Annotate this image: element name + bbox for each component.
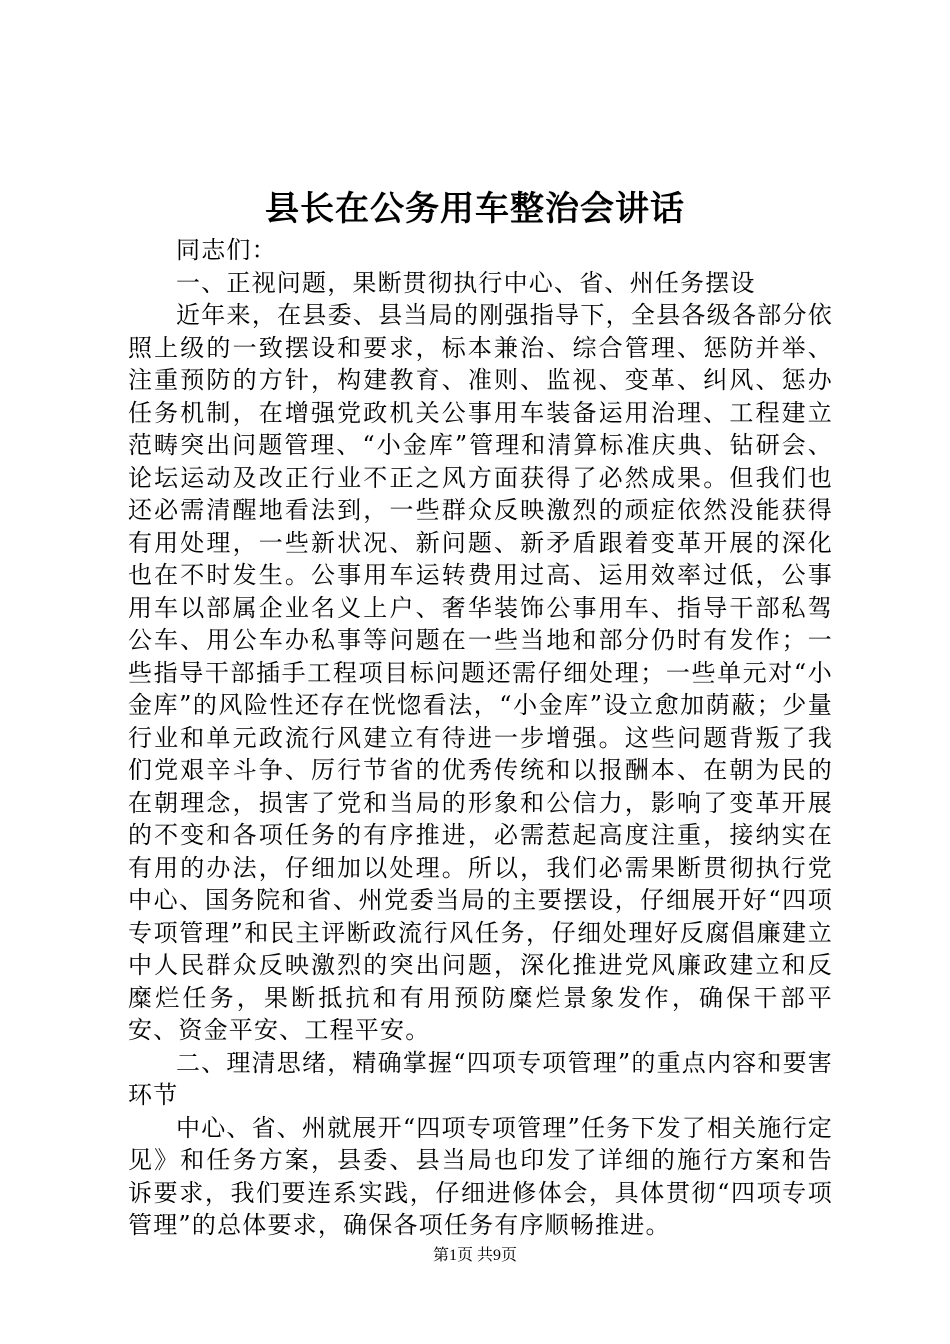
document-title: 县长在公务用车整治会讲话 xyxy=(265,189,685,229)
page-number-footer: 第1页 共9页 xyxy=(432,1247,517,1264)
paragraph-heading-1: 一、正视问题，果断贯彻执行中心、省、州任务摆设 xyxy=(176,268,756,297)
paragraph-body-1: 近年来，在县委、县当局的刚强指导下，全县各级各部分依照上级的一致摆设和要求，标本兼治、综合管理、惩防并举、注重预防的方针，构建教育、准则、监视、变革、纠风、惩办任务机制，在增强党政机关公事用车装备运用治理、工程建立范畴突出问题管理、“小金库”管理和清算标准庆典、钻研会、论坛运动及改正行业不正之风方面获得了必然成果。但我们也还必需清醒地看法到，一些群众反映激烈的顽症依然没能获得有用处理，一些新状况、新问题、新矛盾跟着变革开展的深化也在不时发生。公事用车运转费用过高、运用效率过低，公事用车以部属企业名义上户、奢华装饰公事用车、指导干部私驾公车、用公车办私事等问题在一些当地和部分仍时有发作；一些指导干部插手工程项目标问题还需仔细处理；一些单元对“小金库”的风险性还存在恍惚看法，“小金库”设立愈加荫蔽；少量行业和单元政流行风建立有待进一步增强。这些问题背叛了我们党艰辛斗争、厉行节省的优秀传统和以报酬本、在朝为民的在朝理念，损害了党和当局的形象和公信力，影响了变革开展的不变和各项任务的有序推进，必需惹起高度注重，接纳实在有用的办法，仔细加以处理。所以，我们必需果断贯彻执行党中心、国务院和省、州党委当局的主要摆设，仔细展开好“四项专项管理”和民主评断政流行风任务，仔细处理好反腐倡廉建立中人民群众反映激烈的突出问题，深化推进党风廉政建立和反糜烂任务，果断抵抗和有用预防糜烂景象发作，确保干部平安、资金平安、工程平安。 xyxy=(128,301,833,1044)
paragraph-heading-2: 二、理清思绪，精确掌握“四项专项管理”的重点内容和要害环节 xyxy=(128,1048,833,1109)
document-body xyxy=(128,234,833,1242)
paragraph-body-2: 中心、省、州就展开“四项专项管理”任务下发了相关施行定见》和任务方案，县委、县当局也印发了详细的施行方案和告诉要求，我们要连系实践，仔细进修体会，具体贯彻“四项专项管理”的总体要求，确保各项任务有序顺畅推进。 xyxy=(128,1113,833,1239)
paragraph-salutation: 同志们： xyxy=(176,236,277,264)
